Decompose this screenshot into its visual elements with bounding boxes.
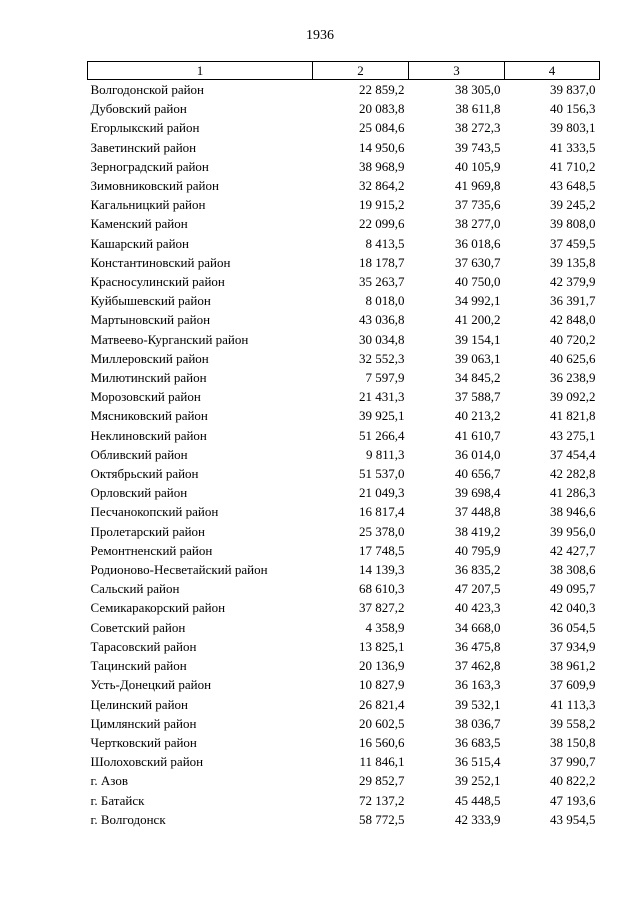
column-header-1: 1 xyxy=(88,62,313,80)
value-cell-col-3: 40 656,7 xyxy=(455,466,501,482)
value-cell-col-2: 18 178,7 xyxy=(359,254,405,270)
value-cell-col-4: 43 954,5 xyxy=(550,811,596,827)
district-name-cell: Советский район xyxy=(90,619,186,635)
district-name-cell: Неклиновский район xyxy=(90,427,207,443)
value-cell-col-4: 39 558,2 xyxy=(550,715,596,731)
value-cell-col-3: 34 845,2 xyxy=(455,370,501,386)
value-cell-col-4: 39 245,2 xyxy=(550,197,596,213)
district-name-cell: Дубовский район xyxy=(90,101,187,117)
district-name-cell: Егорлыкский район xyxy=(90,120,200,136)
table-row xyxy=(88,349,600,368)
value-cell-col-2: 29 852,7 xyxy=(359,773,405,789)
value-cell-col-3: 38 277,0 xyxy=(455,216,501,232)
value-cell-col-4: 41 333,5 xyxy=(550,139,596,155)
value-cell-col-4: 39 956,0 xyxy=(550,523,596,539)
value-cell-col-2: 51 537,0 xyxy=(359,466,405,482)
district-name-cell: Мартыновский район xyxy=(90,312,211,328)
district-name-cell: Целинский район xyxy=(90,696,188,712)
table-row xyxy=(88,637,600,656)
value-cell-col-4: 42 427,7 xyxy=(550,542,596,558)
value-cell-col-3: 39 252,1 xyxy=(455,773,501,789)
value-cell-col-2: 25 378,0 xyxy=(359,523,405,539)
table-row xyxy=(88,752,600,771)
table-row xyxy=(88,118,600,137)
value-cell-col-3: 39 532,1 xyxy=(455,696,501,712)
page-number: 1936 xyxy=(306,28,334,43)
value-cell-col-4: 38 308,6 xyxy=(550,562,596,578)
value-cell-col-4: 40 625,6 xyxy=(550,350,596,366)
table-row xyxy=(88,253,600,272)
value-cell-col-3: 47 207,5 xyxy=(455,581,501,597)
value-cell-col-3: 39 698,4 xyxy=(455,485,501,501)
value-cell-col-2: 16 817,4 xyxy=(359,504,405,520)
district-name-cell: Пролетарский район xyxy=(90,523,206,539)
value-cell-col-2: 37 827,2 xyxy=(359,600,405,616)
table-row xyxy=(88,214,600,233)
district-name-cell: г. Батайск xyxy=(90,792,145,808)
district-name-cell: Мясниковский район xyxy=(90,408,208,424)
value-cell-col-3: 40 795,9 xyxy=(455,542,501,558)
value-cell-col-2: 20 602,5 xyxy=(359,715,405,731)
table-row xyxy=(88,695,600,714)
table-row xyxy=(88,80,600,100)
value-cell-col-3: 38 036,7 xyxy=(455,715,501,731)
value-cell-col-3: 41 969,8 xyxy=(455,178,501,194)
value-cell-col-3: 41 200,2 xyxy=(455,312,501,328)
data-table xyxy=(87,61,600,829)
value-cell-col-3: 36 515,4 xyxy=(455,754,501,770)
table-row xyxy=(88,675,600,694)
value-cell-col-4: 42 379,9 xyxy=(550,274,596,290)
district-name-cell: г. Волгодонск xyxy=(90,811,166,827)
table-row xyxy=(88,138,600,157)
value-cell-col-3: 38 611,8 xyxy=(455,101,501,117)
value-cell-col-2: 43 036,8 xyxy=(359,312,405,328)
value-cell-col-2: 16 560,6 xyxy=(359,734,405,750)
value-cell-col-2: 11 846,1 xyxy=(359,754,405,770)
value-cell-col-3: 45 448,5 xyxy=(455,792,501,808)
value-cell-col-3: 39 743,5 xyxy=(455,139,501,155)
value-cell-col-2: 13 825,1 xyxy=(359,638,405,654)
table-body xyxy=(88,80,600,829)
value-cell-col-4: 41 286,3 xyxy=(550,485,596,501)
value-cell-col-4: 40 720,2 xyxy=(550,331,596,347)
district-name-cell: Тарасовский район xyxy=(90,638,197,654)
value-cell-col-3: 37 462,8 xyxy=(455,658,501,674)
table-row xyxy=(88,234,600,253)
value-cell-col-2: 14 950,6 xyxy=(359,139,405,155)
district-name-cell: Орловский район xyxy=(90,485,188,501)
table-row xyxy=(88,656,600,675)
column-header-4: 4 xyxy=(505,62,600,80)
table-row xyxy=(88,99,600,118)
table-row xyxy=(88,426,600,445)
value-cell-col-4: 42 282,8 xyxy=(550,466,596,482)
value-cell-col-2: 8 018,0 xyxy=(365,293,405,309)
value-cell-col-4: 39 803,1 xyxy=(550,120,596,136)
table-row xyxy=(88,733,600,752)
value-cell-col-3: 38 419,2 xyxy=(455,523,501,539)
value-cell-col-2: 58 772,5 xyxy=(359,811,405,827)
table-row xyxy=(88,502,600,521)
value-cell-col-2: 30 034,8 xyxy=(359,331,405,347)
value-cell-col-4: 39 808,0 xyxy=(550,216,596,232)
value-cell-col-3: 34 668,0 xyxy=(455,619,501,635)
table-row xyxy=(88,291,600,310)
value-cell-col-4: 38 961,2 xyxy=(550,658,596,674)
value-cell-col-2: 7 597,9 xyxy=(365,370,405,386)
value-cell-col-3: 38 272,3 xyxy=(455,120,501,136)
value-cell-col-2: 14 139,3 xyxy=(359,562,405,578)
value-cell-col-4: 47 193,6 xyxy=(550,792,596,808)
district-name-cell: Морозовский район xyxy=(90,389,201,405)
value-cell-col-2: 21 049,3 xyxy=(359,485,405,501)
value-cell-col-4: 39 135,8 xyxy=(550,254,596,270)
district-name-cell: Каменский район xyxy=(90,216,188,232)
district-name-cell: Семикаракорский район xyxy=(90,600,226,616)
value-cell-col-2: 22 099,6 xyxy=(359,216,405,232)
table-row xyxy=(88,368,600,387)
value-cell-col-3: 41 610,7 xyxy=(455,427,501,443)
value-cell-col-4: 36 054,5 xyxy=(550,619,596,635)
district-name-cell: Константиновский район xyxy=(90,254,231,270)
value-cell-col-3: 36 835,2 xyxy=(455,562,501,578)
value-cell-col-2: 51 266,4 xyxy=(359,427,405,443)
column-header-2: 2 xyxy=(313,62,409,80)
table-row xyxy=(88,310,600,329)
value-cell-col-4: 43 275,1 xyxy=(550,427,596,443)
value-cell-col-4: 41 710,2 xyxy=(550,158,596,174)
value-cell-col-2: 38 968,9 xyxy=(359,158,405,174)
table-row xyxy=(88,791,600,810)
value-cell-col-3: 37 448,8 xyxy=(455,504,501,520)
value-cell-col-3: 42 333,9 xyxy=(455,811,501,827)
value-cell-col-4: 41 113,3 xyxy=(550,696,596,712)
district-name-cell: Куйбышевский район xyxy=(90,293,211,309)
district-name-cell: Тацинский район xyxy=(90,658,187,674)
value-cell-col-4: 37 609,9 xyxy=(550,677,596,693)
value-cell-col-2: 39 925,1 xyxy=(359,408,405,424)
value-cell-col-4: 38 150,8 xyxy=(550,734,596,750)
value-cell-col-3: 36 683,5 xyxy=(455,734,501,750)
value-cell-col-3: 34 992,1 xyxy=(455,293,501,309)
district-name-cell: Зерноградский район xyxy=(90,158,209,174)
value-cell-col-4: 37 934,9 xyxy=(550,638,596,654)
district-name-cell: Красносулинский район xyxy=(90,274,225,290)
value-cell-col-4: 37 990,7 xyxy=(550,754,596,770)
district-name-cell: Милютинский район xyxy=(90,370,207,386)
value-cell-col-3: 36 163,3 xyxy=(455,677,501,693)
value-cell-col-2: 21 431,3 xyxy=(359,389,405,405)
value-cell-col-2: 26 821,4 xyxy=(359,696,405,712)
value-cell-col-3: 37 735,6 xyxy=(455,197,501,213)
value-cell-col-4: 37 459,5 xyxy=(550,235,596,251)
value-cell-col-2: 4 358,9 xyxy=(365,619,405,635)
district-name-cell: Песчанокопский район xyxy=(90,504,219,520)
table-row xyxy=(88,714,600,733)
value-cell-col-3: 36 018,6 xyxy=(455,235,501,251)
value-cell-col-3: 40 105,9 xyxy=(455,158,501,174)
value-cell-col-3: 36 475,8 xyxy=(455,638,501,654)
value-cell-col-3: 36 014,0 xyxy=(455,446,501,462)
table-row xyxy=(88,810,600,829)
value-cell-col-4: 36 238,9 xyxy=(550,370,596,386)
value-cell-col-3: 38 305,0 xyxy=(455,82,501,97)
value-cell-col-2: 32 864,2 xyxy=(359,178,405,194)
district-name-cell: Миллеровский район xyxy=(90,350,209,366)
table-row xyxy=(88,464,600,483)
table-row xyxy=(88,522,600,541)
district-name-cell: Ремонтненский район xyxy=(90,542,213,558)
district-name-cell: Шолоховский район xyxy=(90,754,204,770)
value-cell-col-4: 43 648,5 xyxy=(550,178,596,194)
district-name-cell: Родионово-Несветайский район xyxy=(90,562,268,578)
district-name-cell: Усть-Донецкий район xyxy=(90,677,212,693)
table-row xyxy=(88,406,600,425)
value-cell-col-2: 8 413,5 xyxy=(365,235,405,251)
table-row xyxy=(88,330,600,349)
district-name-cell: Кашарский район xyxy=(90,235,189,251)
value-cell-col-2: 9 811,3 xyxy=(365,446,405,462)
value-cell-col-2: 10 827,9 xyxy=(359,677,405,693)
table-row xyxy=(88,560,600,579)
table-row xyxy=(88,387,600,406)
table-row xyxy=(88,618,600,637)
value-cell-col-4: 49 095,7 xyxy=(550,581,596,597)
value-cell-col-4: 42 040,3 xyxy=(550,600,596,616)
value-cell-col-4: 40 822,2 xyxy=(550,773,596,789)
value-cell-col-4: 39 092,2 xyxy=(550,389,596,405)
value-cell-col-2: 25 084,6 xyxy=(359,120,405,136)
table-row xyxy=(88,176,600,195)
table-row xyxy=(88,272,600,291)
table-row xyxy=(88,598,600,617)
value-cell-col-3: 39 063,1 xyxy=(455,350,501,366)
value-cell-col-3: 39 154,1 xyxy=(455,331,501,347)
value-cell-col-2: 72 137,2 xyxy=(359,792,405,808)
value-cell-col-2: 32 552,3 xyxy=(359,350,405,366)
value-cell-col-4: 36 391,7 xyxy=(550,293,596,309)
value-cell-col-4: 41 821,8 xyxy=(550,408,596,424)
district-name-cell: Октябрьский район xyxy=(90,466,199,482)
district-name-cell: Обливский район xyxy=(90,446,188,462)
value-cell-col-3: 40 213,2 xyxy=(455,408,501,424)
value-cell-col-2: 17 748,5 xyxy=(359,542,405,558)
value-cell-col-4: 42 848,0 xyxy=(550,312,596,328)
value-cell-col-2: 20 136,9 xyxy=(359,658,405,674)
table-row xyxy=(88,157,600,176)
value-cell-col-2: 22 859,2 xyxy=(359,82,405,97)
district-name-cell: Цимлянский район xyxy=(90,715,197,731)
table-row xyxy=(88,483,600,502)
district-name-cell: Зимовниковский район xyxy=(90,178,219,194)
district-name-cell: Заветинский район xyxy=(90,139,197,155)
district-name-cell: Матвеево-Курганский район xyxy=(90,331,249,347)
table-row xyxy=(88,195,600,214)
district-name-cell: Волгодонской район xyxy=(90,82,205,97)
table-row xyxy=(88,771,600,790)
value-cell-col-2: 68 610,3 xyxy=(359,581,405,597)
table-row xyxy=(88,579,600,598)
district-name-cell: Чертковский район xyxy=(90,734,197,750)
table-row xyxy=(88,541,600,560)
value-cell-col-4: 40 156,3 xyxy=(550,101,596,117)
column-header-3: 3 xyxy=(409,62,505,80)
value-cell-col-3: 40 750,0 xyxy=(455,274,501,290)
value-cell-col-3: 37 630,7 xyxy=(455,254,501,270)
district-name-cell: Сальский район xyxy=(90,581,180,597)
value-cell-col-4: 39 837,0 xyxy=(550,82,596,97)
value-cell-col-2: 19 915,2 xyxy=(359,197,405,213)
value-cell-col-4: 38 946,6 xyxy=(550,504,596,520)
table-row xyxy=(88,445,600,464)
value-cell-col-2: 35 263,7 xyxy=(359,274,405,290)
district-name-cell: Кагальницкий район xyxy=(90,197,206,213)
value-cell-col-2: 20 083,8 xyxy=(359,101,405,117)
value-cell-col-4: 37 454,4 xyxy=(550,446,596,462)
district-name-cell: г. Азов xyxy=(90,773,128,789)
value-cell-col-3: 40 423,3 xyxy=(455,600,501,616)
header-row xyxy=(88,62,600,80)
value-cell-col-3: 37 588,7 xyxy=(455,389,501,405)
